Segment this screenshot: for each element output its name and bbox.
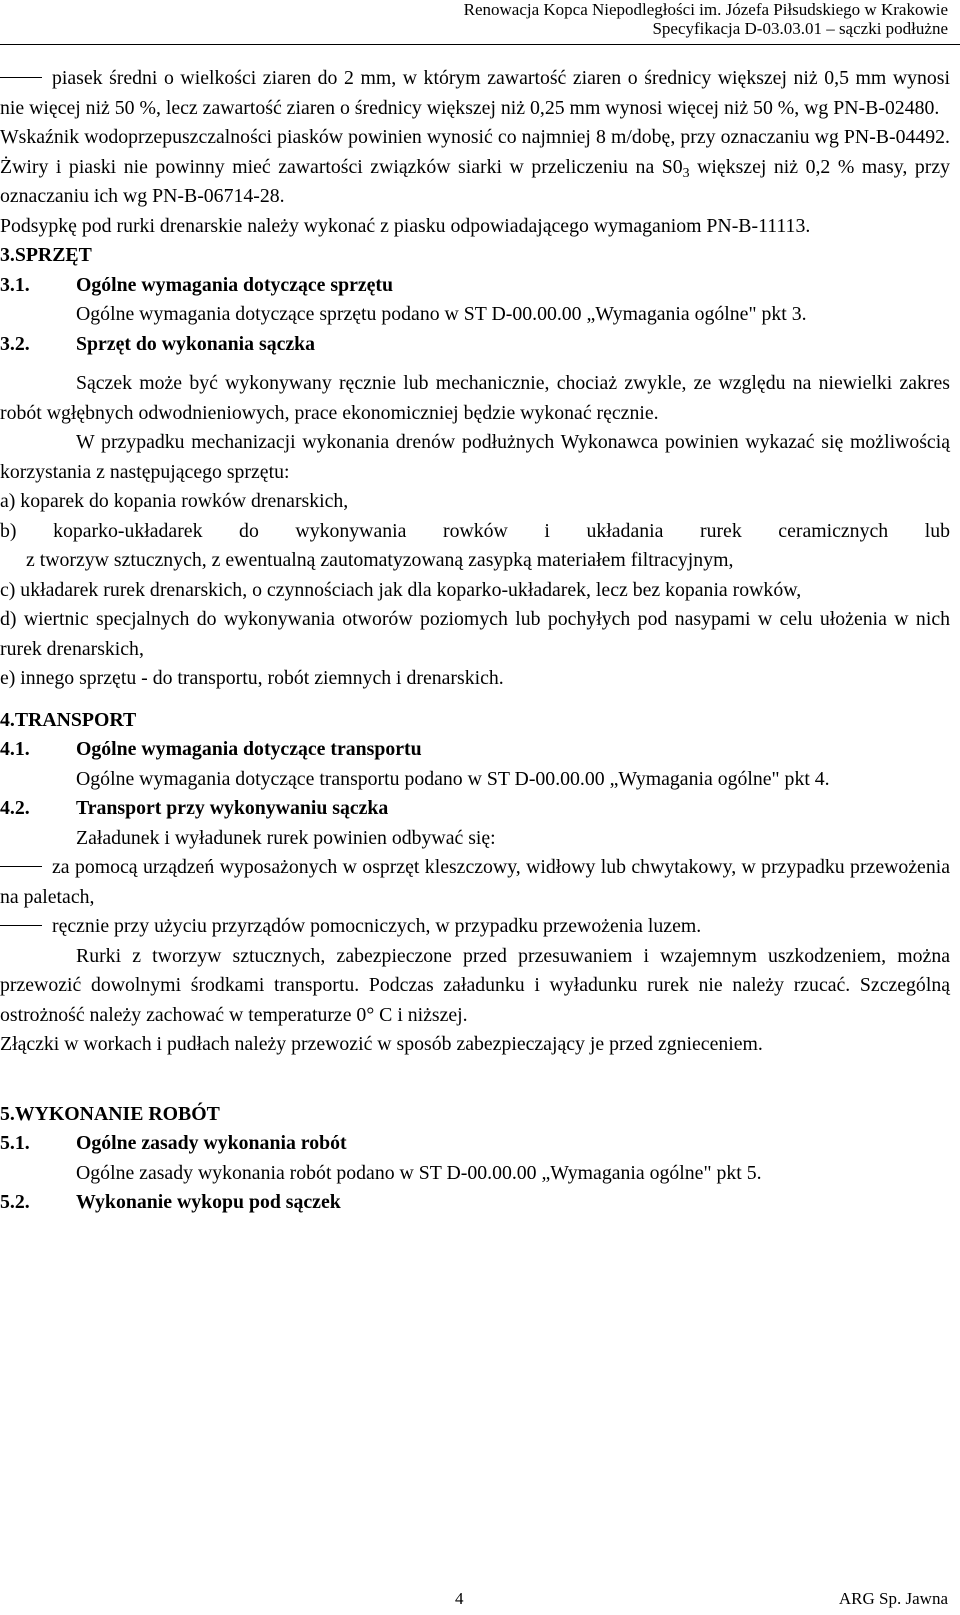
section-3-2-heading: 3.2. Sprzęt do wykonania sączka xyxy=(0,330,950,360)
subscript: 3 xyxy=(682,164,690,180)
intro-dash-item: piasek średni o wielkości ziaren do 2 mm, w którym zawartość ziaren o średnicy większej niż 0,5 mm wynosi nie więcej niż 50 %, lecz zawartość ziaren o średnicy większej niż 0,25 mm wynosi więcej niż 50 %, wg PN-B-02480. xyxy=(0,67,950,119)
dash-bullet xyxy=(0,925,42,926)
section-number: 5.2. xyxy=(0,1191,30,1213)
equipment-item-b-cont: z tworzyw sztucznych, z ewentualną zautomatyzowaną zasypką materiałem filtracyjnym, xyxy=(26,549,734,571)
transport-dash-item-2: ręcznie przy użyciu przyrządów pomocniczych, w przypadku przewożenia luzem. xyxy=(0,912,950,942)
section-number: 4.2. xyxy=(0,797,30,819)
section-4-2-heading: 4.2. Transport przy wykonywaniu sączka xyxy=(0,794,950,824)
section-4-1-text: Ogólne wymagania dotyczące transportu podano w ST D-00.00.00 „Wymagania ogólne" pkt 4. xyxy=(76,767,830,790)
header-line-2: Specyfikacja D-03.03.01 – sączki podłużne xyxy=(652,19,948,38)
page-footer xyxy=(0,1589,960,1611)
section-4-2-paragraph-2: Rurki z tworzyw sztucznych, zabezpieczone przed przesuwaniem i wzajemnym uszkodzeniem, można przewozić dowolnymi środkami transportu. Podczas załadunku i wyładunku rurek nie należy rzucać. Szczególną ostrożność należy zachować w temperaturze 0° C i niższej. xyxy=(0,944,950,1026)
page-header xyxy=(248,0,948,38)
section-3-title: 3.SPRZĘT xyxy=(0,244,92,266)
intro-paragraph-2: Podsypkę pod rurki drenarskie należy wykonać z piasku odpowiadającego wymaganiom PN-B-11113. xyxy=(0,214,811,237)
section-number: 5.1. xyxy=(0,1132,30,1154)
header-line-1: Renowacja Kopca Niepodległości im. Józefa Piłsudskiego w Krakowie xyxy=(463,0,948,19)
equipment-item-b: b) koparko-układarek do wykonywania rowków i układania rurek ceramicznych lub xyxy=(0,519,950,542)
company-name: ARG Sp. Jawna xyxy=(838,1589,948,1608)
section-number: 4.1. xyxy=(0,738,30,760)
equipment-item-d: d) wiertnic specjalnych do wykonywania otworów poziomych lub pochyłych pod nasypami w celu ułożenia w nich rurek drenarskich, xyxy=(0,608,950,660)
section-3-1-text: Ogólne wymagania dotyczące sprzętu podano w ST D-00.00.00 „Wymagania ogólne" pkt 3. xyxy=(76,303,807,325)
section-4-title: 4.TRANSPORT xyxy=(0,708,137,731)
page-number: 4 xyxy=(455,1589,464,1608)
section-5-2-heading: 5.2. Wykonanie wykopu pod sączek xyxy=(0,1188,950,1218)
section-number: 3.2. xyxy=(0,332,30,355)
section-4-1-heading: 4.1. Ogólne wymagania dotyczące transportu xyxy=(0,735,950,765)
transport-dash-item-1: za pomocą urządzeń wyposażonych w osprzęt kleszczowy, widłowy lub chwytakowy, w przypadku przewożenia na paletach, xyxy=(0,856,950,908)
section-3-1-heading: 3.1. Ogólne wymagania dotyczące sprzętu xyxy=(0,271,950,301)
section-4-2-paragraph-3: Złączki w workach i pudłach należy przewozić w sposób zabezpieczający je przed zgnieceniem. xyxy=(0,1033,763,1055)
document-body xyxy=(0,64,950,1218)
section-4-2-paragraph-1: Załadunek i wyładunek rurek powinien odbywać się: xyxy=(76,826,496,849)
section-number: 3.1. xyxy=(0,273,30,296)
dash-bullet xyxy=(0,77,42,78)
intro-paragraph-1: Wskaźnik wodoprzepuszczalności piasków powinien wynosić co najmniej 8 m/dobę, przy oznaczaniu wg PN-B-04492. Żwiry i piaski nie powinny mieć zawartości związków siarki w przeliczeniu na $S0_3$ większej niż 0,2 % masy, przy oznaczaniu ich wg PN-B-06714-28. xyxy=(0,126,950,207)
section-3-2-paragraph-2: W przypadku mechanizacji wykonania drenów podłużnych Wykonawca powinien wykazać się możliwością korzystania z następującego sprzętu: xyxy=(0,431,950,483)
equipment-item-e: e) innego sprzętu - do transportu, robót ziemnych i drenarskich. xyxy=(0,667,504,689)
section-5-title: 5.WYKONANIE ROBÓT xyxy=(0,1102,220,1125)
equipment-item-c: c) układarek rurek drenarskich, o czynnościach jak dla koparko-układarek, lecz bez kopania rowków, xyxy=(0,578,802,601)
header-divider xyxy=(0,44,960,45)
section-5-1-text: Ogólne zasady wykonania robót podano w ST D-00.00.00 „Wymagania ogólne" pkt 5. xyxy=(76,1161,762,1184)
equipment-item-a: a) koparek do kopania rowków drenarskich, xyxy=(0,490,349,512)
section-5-1-heading: 5.1. Ogólne zasady wykonania robót xyxy=(0,1129,950,1159)
section-3-2-paragraph-1: Sączek może być wykonywany ręcznie lub mechanicznie, chociaż zwykle, ze względu na niewielki zakres robót wgłębnych odwodnieniowych, prace ekonomiczniej będzie wykonać ręcznie. xyxy=(0,372,950,424)
dash-bullet xyxy=(0,866,42,867)
